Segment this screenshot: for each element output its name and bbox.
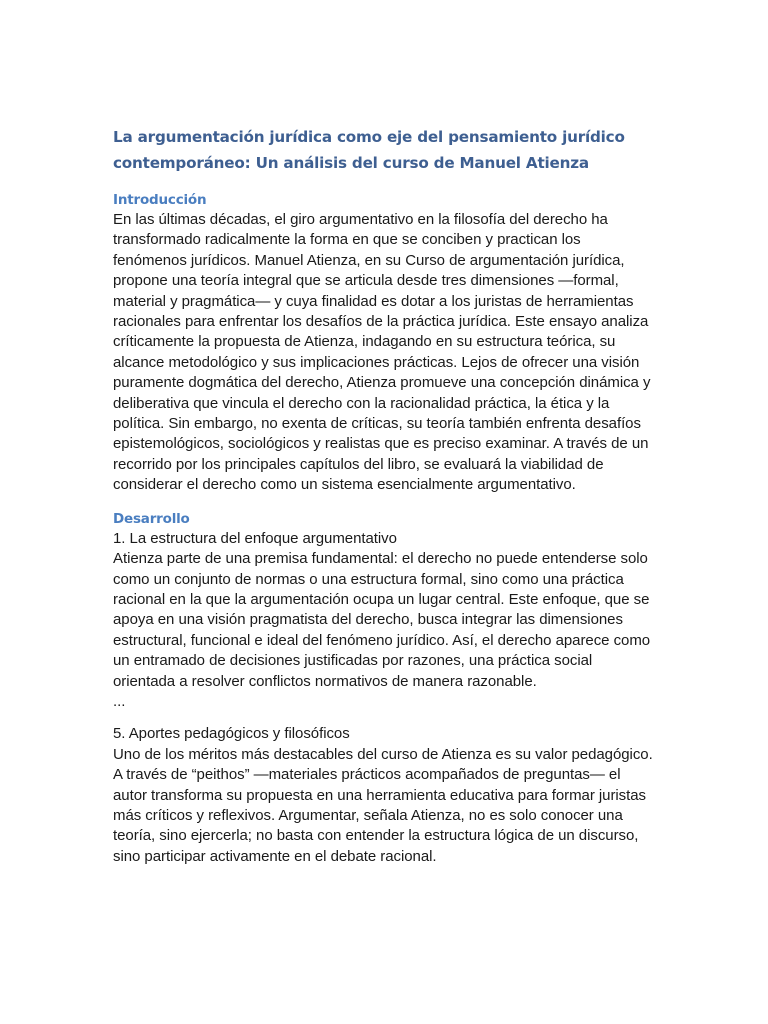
section-5-title: 5. Aportes pedagógicos y filosóficos [113, 725, 350, 743]
section-5-paragraph: Uno de los méritos más destacables del curso de Atienza es su valor pedagógico. A través de “peithos” —materiales prácticos acompañados de preguntas— el autor transforma su propuesta en una herramienta educativa para formar juristas más críticos y reflexivos. Argumentar, señala Atienza, no es solo conocer una teoría, sino ejercerla; no basta con entender la estructura lógica de un discurso, sino participar activamente en el debate racional. [113, 745, 653, 865]
section-1-title: 1. La estructura del enfoque argumentativo [113, 529, 397, 547]
document-page [113, 124, 658, 867]
spacer [113, 496, 658, 509]
document-title: La argumentación jurídica como eje del pensamiento jurídico contemporáneo: Un análisis del curso de Manuel Atienza [113, 128, 625, 172]
development-heading: Desarrollo [113, 510, 190, 527]
section-1-paragraph: Atienza parte de una premisa fundamental: el derecho no puede entenderse solo como un conjunto de normas o una estructura formal, sino como una práctica racional en la que la argumentación ocupa un lugar central. Este enfoque, que se apoya en una visión pragmatista del derecho, busca integrar las dimensiones estructural, funcional e ideal del fenómeno jurídico. Así, el derecho aparece como un entramado de decisiones justificadas por razones, una práctica social orientada a resolver conflictos normativos de manera razonable. [113, 550, 651, 690]
introduction-heading: Introducción [113, 192, 207, 208]
ellipsis-text: ... [113, 692, 126, 710]
spacer [113, 712, 658, 724]
introduction-paragraph: En las últimas décadas, el giro argumentativo en la filosofía del derecho ha transformado radicalmente la forma en que se conciben y practican los fenómenos jurídicos. Manuel Atienza, en su Curso de argumentación jurídica, propone una teoría integral que se articula desde tres dimensiones —formal, material y pragmática— y cuya finalidad es dotar a los juristas de herramientas racionales para enfrentar los desafíos de la práctica jurídica. Este ensayo analiza críticamente la propuesta de Atienza, indagando en su estructura teórica, su alcance metodológico y sus implicaciones prácticas. Lejos de ofrecer una visión puramente dogmática del derecho, Atienza promueve una concepción dinámica y deliberativa que vincula el derecho con la racionalidad práctica, la ética y la política. Sin embargo, no exenta de críticas, su teoría también enfrenta desafíos epistemológicos, sociológicos y realistas que es preciso examinar. A través de un recorrido por los principales capítulos del libro, se evaluará la viabilidad de considerar el derecho como un sistema esencialmente argumentativo. [113, 211, 651, 494]
